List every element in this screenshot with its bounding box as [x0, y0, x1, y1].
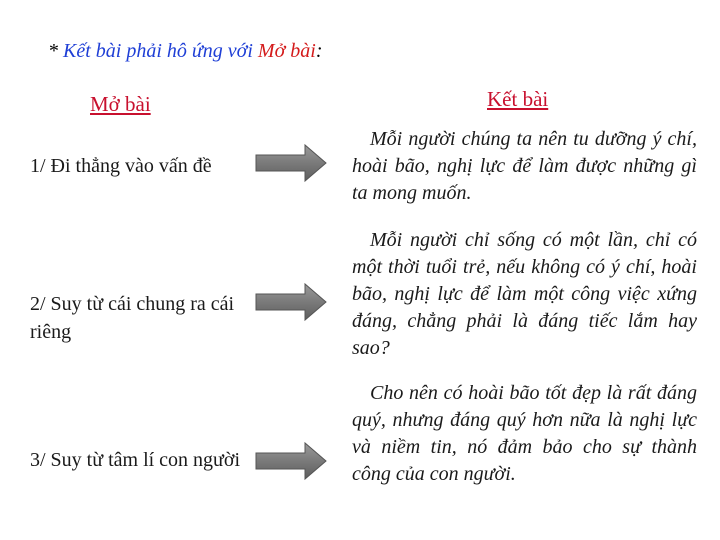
left-item-2: 2/ Suy từ cái chung ra cái riêng: [30, 293, 235, 343]
heading-star: *: [48, 40, 63, 62]
arrow-right-icon: [255, 143, 327, 183]
right-column-title: Kết bài: [487, 87, 549, 111]
arrow-right-icon: [255, 441, 327, 481]
right-item-1-text: Mỗi người chúng ta nên tu dưỡng ý chí, hoài bão, nghị lực để làm được những gì ta mong muốn.: [352, 128, 697, 204]
right-item-2: [352, 227, 697, 362]
arrow-right-icon: [255, 282, 327, 322]
right-item-3: [352, 380, 697, 488]
slide-heading: [48, 40, 322, 63]
right-item-2-text: Mỗi người chỉ sống có một lần, chỉ có một thời tuổi trẻ, nếu không có ý chí, hoài bão, nghị lực để làm một công việc xứng đáng, chẳng phải là đáng tiếc lắm hay sao?: [352, 229, 697, 359]
heading-mo-bai: Mở bài: [257, 40, 316, 62]
heading-connector: phải hô ứng với: [121, 40, 258, 62]
right-item-1: [352, 126, 697, 207]
left-item-1: 1/ Đi thẳng vào vấn đề: [30, 155, 212, 177]
left-item-3: 3/ Suy từ tâm lí con người: [30, 449, 241, 471]
heading-colon: :: [315, 40, 323, 62]
right-item-3-text: Cho nên có hoài bão tốt đẹp là rất đáng quý, nhưng đáng quý hơn nữa là nghị lực và niềm tin, nó đảm bảo cho sự thành công của con người.: [352, 382, 697, 485]
left-column-title: Mở bài: [90, 92, 151, 116]
heading-ket-bai: Kết bài: [63, 40, 122, 62]
